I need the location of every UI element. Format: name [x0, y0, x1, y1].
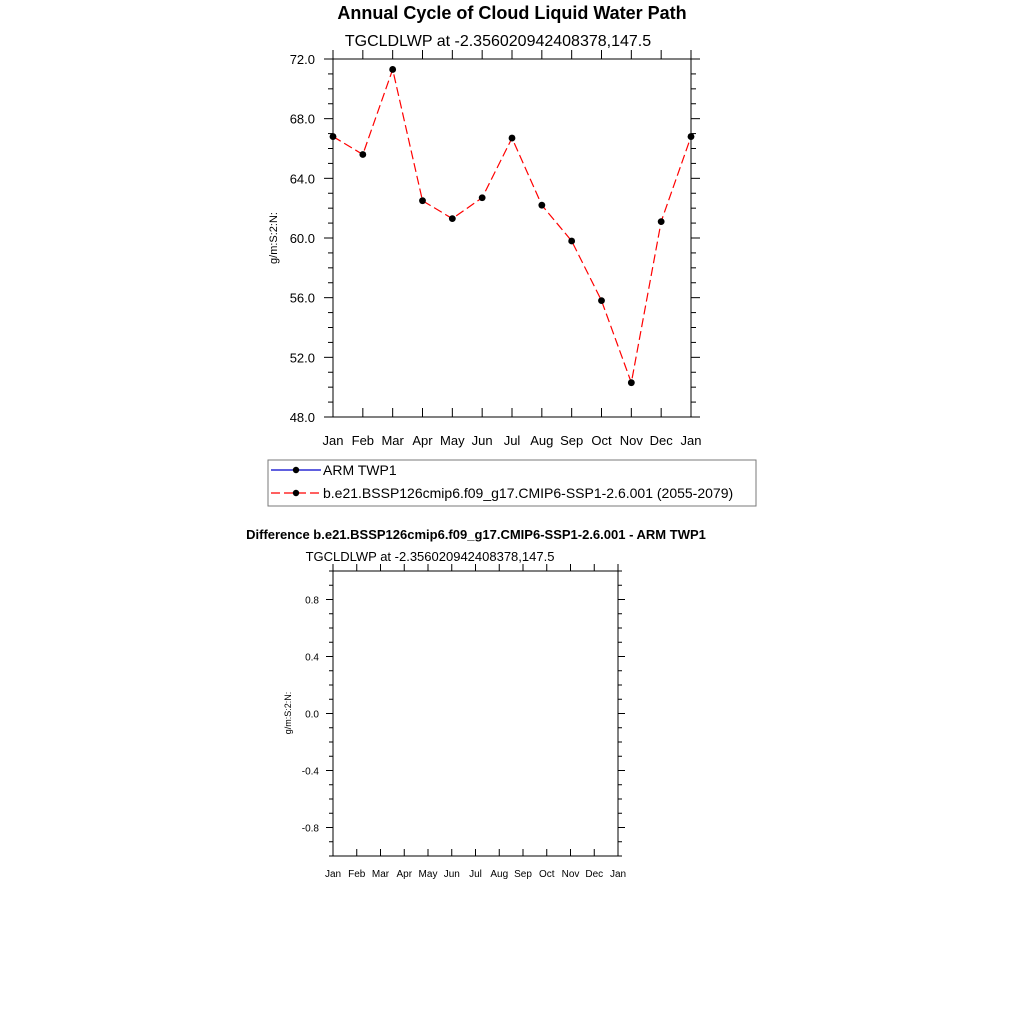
top-chart-title: Annual Cycle of Cloud Liquid Water Path — [337, 3, 687, 23]
top-chart-y-tick-labels — [290, 52, 315, 425]
x-tick-label: Aug — [530, 433, 554, 448]
series-point-nov-10 — [628, 379, 635, 386]
x-tick-label: Mar — [381, 433, 404, 448]
x-tick-label: Jan — [324, 869, 342, 880]
x-tick-label: Mar — [371, 869, 390, 880]
legend-label-arm: ARM TWP1 — [323, 462, 397, 478]
bottom-chart-y-tick-labels — [302, 596, 320, 835]
x-tick-label: Jul — [503, 433, 521, 448]
series-point-apr-3 — [419, 197, 426, 204]
series-point-sep-8 — [568, 238, 575, 245]
y-tick-label: 0.4 — [305, 652, 319, 664]
legend-marker-arm — [293, 467, 299, 473]
series-point-jan-0 — [330, 133, 337, 140]
y-tick-label: 52.0 — [289, 350, 315, 366]
x-tick-label: Nov — [561, 869, 580, 880]
top-chart — [268, 3, 701, 448]
top-chart-x-tick-labels — [323, 433, 702, 448]
x-tick-label: May — [440, 433, 465, 448]
y-tick-label: 72.0 — [289, 52, 315, 67]
bottom-chart-subtitle: TGCLDLWP at -2.356020942408378,147.5 — [305, 549, 555, 564]
x-tick-label: Feb — [348, 869, 366, 880]
bottom-chart-y-axis-label: g/m:S:2:N: — [283, 691, 293, 735]
x-tick-label: Dec — [585, 869, 604, 880]
x-tick-label: Jul — [469, 869, 482, 880]
y-tick-label: 0.0 — [305, 709, 319, 721]
series-point-oct-9 — [598, 297, 605, 304]
x-tick-label: Jan — [322, 433, 344, 448]
legend — [268, 460, 756, 506]
x-tick-label: Oct — [538, 869, 555, 880]
x-tick-label: Apr — [396, 869, 413, 880]
bottom-chart — [246, 527, 706, 880]
y-tick-label: 64.0 — [289, 171, 315, 187]
y-tick-label: 68.0 — [289, 111, 315, 127]
series-point-dec-11 — [658, 218, 665, 225]
x-tick-label: Dec — [649, 433, 673, 448]
y-tick-label: 0.8 — [305, 595, 319, 607]
series-line-model — [333, 69, 691, 382]
x-tick-label: Apr — [412, 433, 433, 448]
y-tick-label: -0.4 — [301, 766, 319, 778]
bottom-chart-ticks — [326, 564, 625, 856]
x-tick-label: Jan — [680, 433, 702, 448]
x-tick-label: Jun — [443, 869, 460, 880]
series-point-aug-7 — [538, 202, 545, 209]
legend-marker-model — [293, 490, 299, 496]
y-tick-label: -0.8 — [301, 823, 319, 835]
x-tick-label: Sep — [560, 433, 584, 448]
x-tick-label: Jan — [609, 869, 627, 880]
y-tick-label: 56.0 — [289, 290, 315, 306]
x-tick-label: Aug — [490, 869, 509, 880]
series-point-feb-1 — [359, 151, 366, 158]
legend-entry-model — [271, 485, 733, 501]
y-tick-label: 48.0 — [289, 410, 315, 425]
series-point-may-4 — [449, 215, 456, 222]
x-tick-label: Feb — [351, 433, 375, 448]
x-tick-label: Oct — [591, 433, 612, 448]
series-point-mar-2 — [389, 66, 396, 73]
x-tick-label: Sep — [514, 869, 532, 880]
bottom-chart-title: Difference b.e21.BSSP126cmip6.f09_g17.CMIP6-SSP1-2.6.001 - ARM TWP1 — [246, 527, 706, 542]
bottom-chart-x-tick-labels — [325, 869, 626, 880]
x-tick-label: Nov — [619, 433, 643, 448]
series-point-jun-5 — [479, 194, 486, 201]
legend-label-model: b.e21.BSSP126cmip6.f09_g17.CMIP6-SSP1-2.6.001 (2055-2079) — [323, 485, 734, 501]
series-point-jan-12 — [688, 133, 695, 140]
top-chart-ticks — [324, 50, 700, 417]
x-tick-label: May — [418, 869, 438, 880]
top-chart-subtitle: TGCLDLWP at -2.356020942408378,147.5 — [344, 33, 652, 50]
top-chart-plot-frame — [333, 59, 691, 417]
x-tick-label: Jun — [471, 433, 493, 448]
series-point-jul-6 — [509, 135, 516, 142]
bottom-chart-plot-frame — [333, 571, 618, 856]
y-tick-label: 60.0 — [289, 231, 315, 246]
top-chart-y-axis-label: g/m:S:2:N: — [268, 212, 280, 264]
